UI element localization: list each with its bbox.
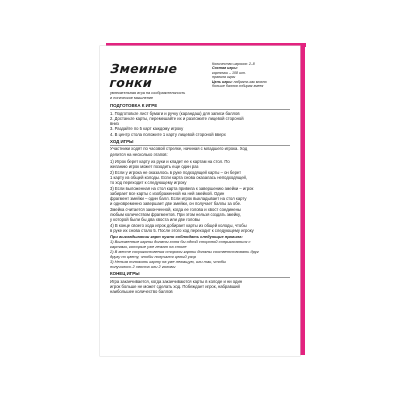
- move-step: 3) Если выложенная на стол карта привела к завершению змейки – игрок: [110, 185, 254, 191]
- page-title: Змеиные гонки: [109, 61, 178, 90]
- goal-label: Цель игры:: [212, 79, 233, 84]
- set-value: карточки – 108 шт.: [212, 70, 246, 75]
- move-step: 2) Если у игрока не оказалось в руке подходящей карты – он берет: [110, 169, 242, 175]
- players-label: Количество игроков:: [212, 62, 248, 66]
- players-value: 2–8: [248, 62, 255, 66]
- placement-rule: 3) Нельзя положить карту на уже лежащую, или так, чтобы: [110, 259, 227, 265]
- game-meta: [212, 62, 290, 88]
- move-step: забирает все карты с изображенной на ней змейкой. Один: [110, 190, 225, 196]
- move-step: любым количеством фрагментов. При этом нельзя создать змейку,: [110, 212, 241, 218]
- set-label: Состав игры:: [212, 66, 238, 71]
- end-text: наибольшее количество баллов: [110, 289, 173, 295]
- rules-page: [100, 46, 300, 356]
- subtitle-line-2: и логическое мышление: [110, 95, 154, 100]
- prep-item: 4. В центр стола положите 1 карту лицевой стороной вверх: [110, 131, 226, 137]
- goal-value-2: больше баллов собирая змеек: [212, 84, 264, 89]
- section-title-end: КОНЕЦ ИГРЫ: [110, 271, 140, 277]
- rules-label: правила игры: [212, 75, 236, 80]
- prep-item: 1. Подготовьте лист бумаги и ручку (карандаш) для записи баллов: [110, 110, 240, 116]
- subtitle-line-1: увлекательная игра на сообразительность: [110, 91, 186, 95]
- section-divider: [110, 277, 290, 278]
- move-step: 4) В конце своего хода игрок добирает карты из общей колоды, чтобы: [110, 222, 247, 228]
- section-divider: [110, 109, 290, 110]
- end-text: Игра заканчивается, когда заканчиваются карты в колоде и ни один: [110, 278, 243, 284]
- placement-rule: 1) Выложенные карты должны хотя бы одной стороной соприкасаться с: [110, 239, 251, 245]
- placement-rule: другу по цвету, чтобы получался целый узор: [110, 254, 196, 260]
- move-step: в руке их снова стало 5. После этого ход переходит к следующему игроку: [110, 227, 254, 233]
- page-header: [110, 54, 290, 100]
- prep-item: 3. Раздайте по 5 карт каждому игроку: [110, 126, 184, 132]
- move-step: 1 карту из общей колоды. Если карта снова оказалась неподходящей,: [110, 174, 248, 180]
- section-title-move: ХОД ИГРЫ: [110, 139, 134, 145]
- section-divider: [110, 145, 290, 146]
- move-step: 1) Игрок берет карту из руки и кладет ее к картам на стол. По: [110, 159, 230, 165]
- placement-rule: 2) В месте соприкосновения стороны карты должны соответствовать друг: [110, 249, 259, 255]
- goal-value: набрать как можно: [233, 79, 267, 84]
- page-accent-edge-right: [300, 43, 305, 355]
- placement-rule: получилось 2 хвоста или 2 головы: [110, 264, 176, 270]
- section-title-prep: ПОДГОТОВКА К ИГРЕ: [110, 103, 158, 109]
- move-step: у которой были бы два хвоста или две головы: [110, 217, 200, 223]
- move-step: желанию игрок может позодить еще один раз: [110, 164, 199, 170]
- move-intro: делится на несколько этапов:: [110, 151, 168, 157]
- title-block: [110, 54, 212, 100]
- end-text: игрок больше не может сделать ход. Побеждает игрок, набравший: [110, 283, 240, 289]
- move-step: фрагмент змейки – один балл. Если игрок выкладывает на стол карту: [110, 196, 247, 202]
- prep-item: 2. Достаньте карты, перемешайте их и разложите лицевой стороной: [110, 115, 244, 121]
- move-step: то ход переходит к следующему игроку: [110, 180, 187, 186]
- move-intro: Участники ходят по часовой стрелке, начиная с младшего игрока. Ход: [110, 146, 248, 152]
- prep-item: вниз: [110, 121, 119, 127]
- move-step: Змейка считается законченной, когда ее голова и хвост соединены: [110, 206, 241, 212]
- placement-rule: картами, которые уже лежат на столе: [110, 244, 187, 250]
- move-step: и одновременно завершает две змейки, он получает баллы за обе.: [110, 201, 242, 207]
- placement-rules-title: При выкладывании карт нужно соблюдать следующие правила:: [110, 234, 243, 240]
